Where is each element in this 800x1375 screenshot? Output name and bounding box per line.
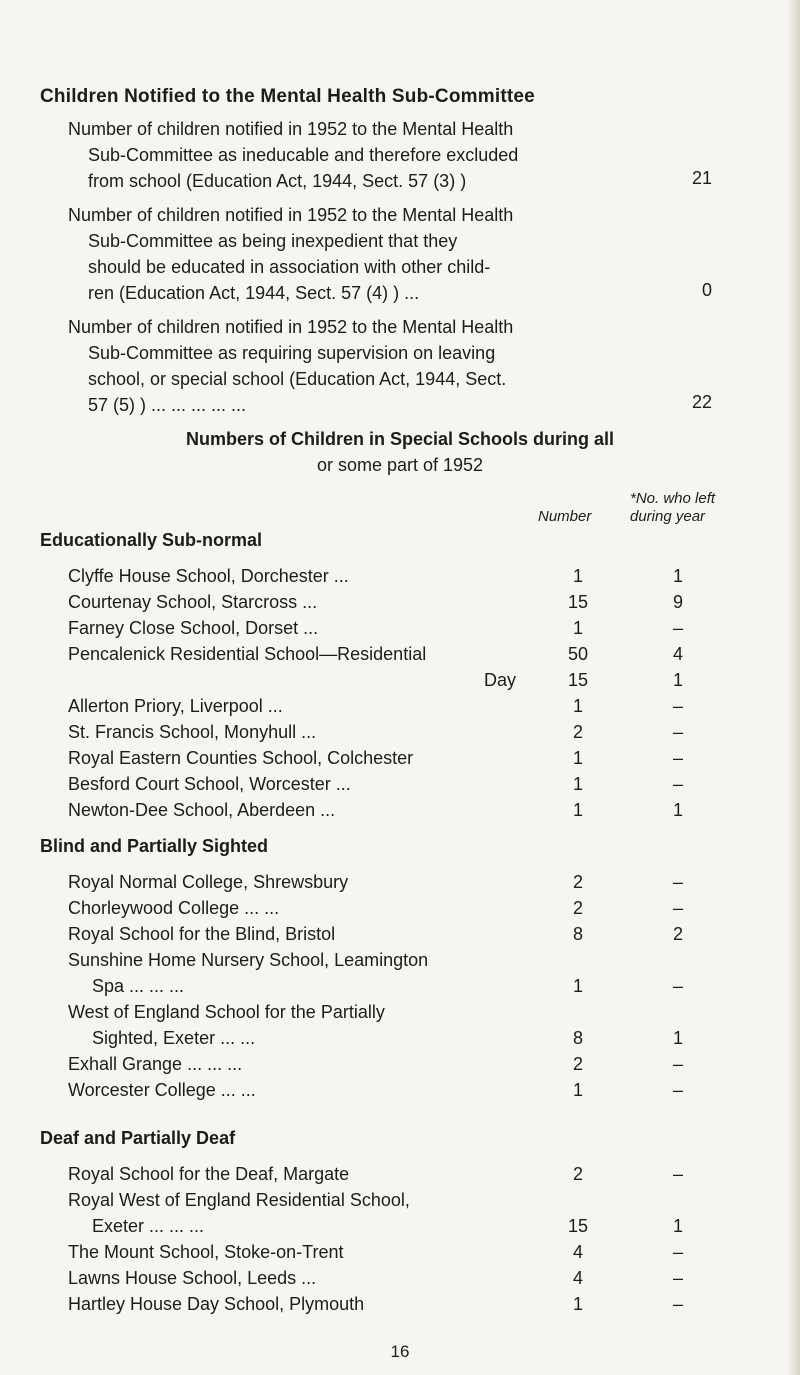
number-left: 2 [672,924,683,944]
school-name: Lawns House School, Leeds ... [68,1268,317,1288]
notified-supervision-paragraph [68,314,668,418]
table-row [68,592,728,618]
school-name: Courtenay School, Starcross ... [68,592,318,612]
pupil-number: 1 [572,618,583,638]
table-row [68,1216,728,1242]
number-left: 1 [672,566,683,586]
school-name: Clyffe House School, Dorchester ... [68,566,349,586]
number-left: – [672,748,683,768]
table-row [68,924,728,950]
pupil-number: 4 [572,1242,583,1262]
school-name: West of England School for the Partially [68,1002,385,1022]
pupil-number: 1 [572,1294,583,1314]
table-row [68,1054,728,1080]
school-name: Exhall Grange ... ... ... [68,1054,243,1074]
table-row [68,748,728,774]
table-row [68,696,728,722]
number-left: 4 [672,644,683,664]
para-line: should be educated in association with other child- [88,257,491,277]
pupil-number: 1 [572,1080,583,1100]
para-line: Sub-Committee as ineducable and therefore excluded [88,145,519,165]
school-name: Royal West of England Residential School, [68,1190,410,1210]
school-name: The Mount School, Stoke-on-Trent [68,1242,344,1262]
section-heading-deaf: Deaf and Partially Deaf [40,1128,236,1148]
section-heading-educationally-subnormal: Educationally Sub-normal [40,530,263,550]
number-left: – [672,696,683,716]
number-left: 1 [672,670,683,690]
school-name: Royal Normal College, Shrewsbury [68,872,349,892]
table-row [68,670,728,696]
pupil-number: 1 [572,800,583,820]
school-name: Newton-Dee School, Aberdeen ... [68,800,336,820]
para-line: school, or special school (Education Act, 1944, Sect. [88,369,507,389]
school-name: Sunshine Home Nursery School, Leamington [68,950,429,970]
special-schools-heading-line2: or some part of 1952 [316,455,484,475]
pupil-number: 8 [572,924,583,944]
pupil-number: 1 [572,696,583,716]
column-header-left-line1: *No. who left [630,490,716,507]
school-name: Exeter ... ... ... [92,1216,205,1236]
school-name: Royal Eastern Counties School, Colchester [68,748,414,768]
school-name: Day [483,670,516,690]
school-name: Sighted, Exeter ... ... [92,1028,256,1048]
school-name: Pencalenick Residential School—Residential [68,644,427,664]
page-title: Children Notified to the Mental Health Sub-Committee [40,86,535,107]
school-name: Allerton Priory, Liverpool ... [68,696,283,716]
table-row [68,566,728,592]
table-row [68,1028,728,1054]
pupil-number: 1 [572,774,583,794]
table-row [68,872,728,898]
number-left: – [672,618,683,638]
pupil-number: 50 [567,644,589,664]
column-header-number: Number [538,508,592,525]
table-row [68,1294,728,1320]
pupil-number: 2 [572,898,583,918]
notified-supervision-value: 22 [691,392,712,412]
pupil-number: 2 [572,722,583,742]
para-line: Number of children notified in 1952 to the Mental Health [68,317,514,337]
pupil-number: 2 [572,1054,583,1074]
school-name: Hartley House Day School, Plymouth [68,1294,365,1314]
column-header-left [630,490,780,526]
table-row [68,976,728,1002]
school-name: St. Francis School, Monyhull ... [68,722,317,742]
school-name: Royal School for the Deaf, Margate [68,1164,350,1184]
number-left: 9 [672,592,683,612]
special-schools-heading [0,426,800,478]
table-row [68,618,728,644]
table-row [68,1268,728,1294]
section-heading-blind: Blind and Partially Sighted [40,836,269,856]
para-line: Sub-Committee as requiring supervision on leaving [88,343,496,363]
para-line: Sub-Committee as being inexpedient that they [88,231,458,251]
table-row [68,898,728,924]
number-left: 1 [672,800,683,820]
column-header-left-line2: during year [630,508,706,525]
number-left: – [672,1294,683,1314]
pupil-number: 8 [572,1028,583,1048]
table-row [68,1002,728,1028]
page-edge-shadow [786,0,800,1375]
page-number: 16 [390,1342,410,1361]
pupil-number: 1 [572,566,583,586]
school-name: Royal School for the Blind, Bristol [68,924,336,944]
table-row [68,950,728,976]
table-row [68,644,728,670]
notified-inexpedient-paragraph [68,202,668,306]
para-line: 57 (5) ) ... ... ... ... ... [88,395,247,415]
notified-inexpedient-value: 0 [701,280,712,300]
school-name: Besford Court School, Worcester ... [68,774,351,794]
pupil-number: 15 [567,670,589,690]
number-left: – [672,1164,683,1184]
para-line: from school (Education Act, 1944, Sect. 57 (3) ) [88,171,467,191]
school-name: Worcester College ... ... [68,1080,256,1100]
number-left: – [672,1054,683,1074]
school-name: Farney Close School, Dorset ... [68,618,319,638]
pupil-number: 1 [572,976,583,996]
para-line: Number of children notified in 1952 to the Mental Health [68,205,514,225]
number-left: 1 [672,1216,683,1236]
notified-ineducable-value: 21 [691,168,712,188]
number-left: – [672,872,683,892]
special-schools-heading-line1: Numbers of Children in Special Schools during all [185,429,615,449]
table-row [68,1080,728,1106]
school-name: Chorleywood College ... ... [68,898,280,918]
number-left: – [672,1268,683,1288]
pupil-number: 2 [572,1164,583,1184]
pupil-number: 15 [567,592,589,612]
pupil-number: 4 [572,1268,583,1288]
number-left: – [672,898,683,918]
para-line: ren (Education Act, 1944, Sect. 57 (4) ) ... [88,283,420,303]
number-left: – [672,1080,683,1100]
table-row [68,722,728,748]
school-name: Spa ... ... ... [92,976,185,996]
table-row [68,1164,728,1190]
number-left: – [672,774,683,794]
number-left: – [672,1242,683,1262]
para-line: Number of children notified in 1952 to the Mental Health [68,119,514,139]
number-left: – [672,722,683,742]
table-row [68,774,728,800]
number-left: – [672,976,683,996]
table-row [68,800,728,826]
number-left: 1 [672,1028,683,1048]
table-row [68,1242,728,1268]
notified-ineducable-paragraph [68,116,668,194]
pupil-number: 1 [572,748,583,768]
table-row [68,1190,728,1216]
pupil-number: 15 [567,1216,589,1236]
pupil-number: 2 [572,872,583,892]
